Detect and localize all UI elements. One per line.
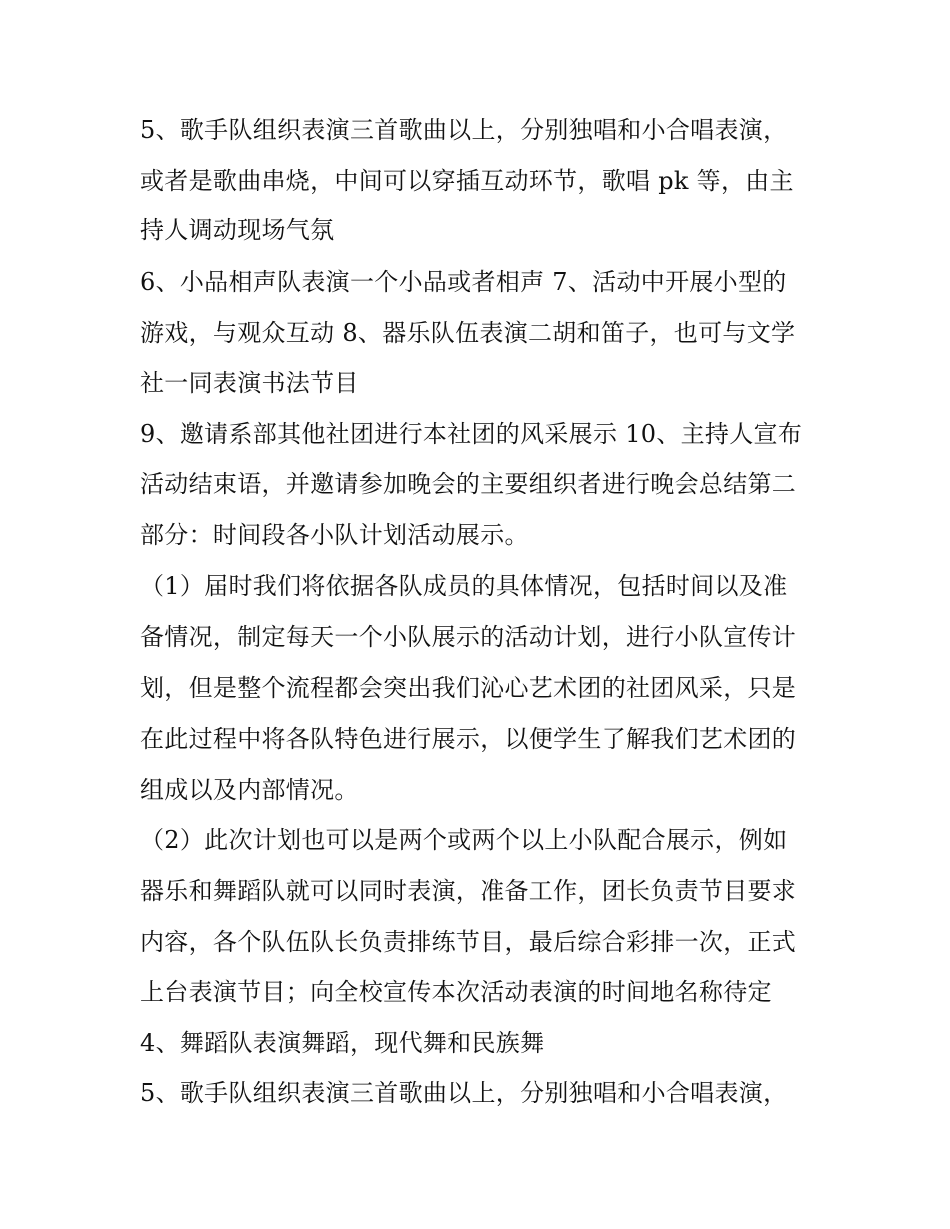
text-line-3: 持人调动现场气氛 [140, 216, 335, 244]
text-line-13: 在此过程中将各队特色进行展示，以便学生了解我们艺术团的 [140, 725, 797, 753]
text-line-8: 活动结束语，并邀请参加晚会的主要组织者进行晚会总结第二 [140, 470, 797, 498]
text-line-9: 部分：时间段各小队计划活动展示。 [140, 521, 529, 549]
text-line-7: 9、邀请系部其他社团进行本社团的风采展示 10、主持人宣布 [140, 420, 803, 448]
text-line-14: 组成以及内部情况。 [140, 776, 359, 804]
text-line-16: 器乐和舞蹈队就可以同时表演，准备工作，团长负责节目要求 [140, 877, 797, 905]
text-line-6: 社一同表演书法节目 [140, 369, 359, 397]
text-line-1: 5、歌手队组织表演三首歌曲以上，分别独唱和小合唱表演， [140, 116, 788, 144]
text-line-19: 4、舞蹈队表演舞蹈，现代舞和民族舞 [140, 1029, 545, 1057]
text-line-2: 或者是歌曲串烧，中间可以穿插互动环节，歌唱 pk 等，由主 [140, 167, 794, 195]
text-line-10: （1）届时我们将依据各队成员的具体情况，包括时间以及准 [140, 572, 788, 600]
text-line-5: 游戏，与观众互动 8、器乐队伍表演二胡和笛子，也可与文学 [140, 319, 796, 347]
text-line-18: 上台表演节目；向全校宣传本次活动表演的时间地名称待定 [140, 978, 772, 1006]
text-line-4: 6、小品相声队表演一个小品或者相声 7、活动中开展小型的 [140, 268, 787, 296]
text-line-17: 内容，各个队伍队长负责排练节目，最后综合彩排一次，正式 [140, 928, 797, 956]
text-line-15: （2）此次计划也可以是两个或两个以上小队配合展示，例如 [140, 826, 788, 854]
text-line-20: 5、歌手队组织表演三首歌曲以上，分别独唱和小合唱表演， [140, 1079, 788, 1107]
text-line-11: 备情况，制定每天一个小队展示的活动计划，进行小队宣传计 [140, 623, 797, 651]
text-line-12: 划，但是整个流程都会突出我们沁心艺术团的社团风采，只是 [140, 674, 797, 702]
